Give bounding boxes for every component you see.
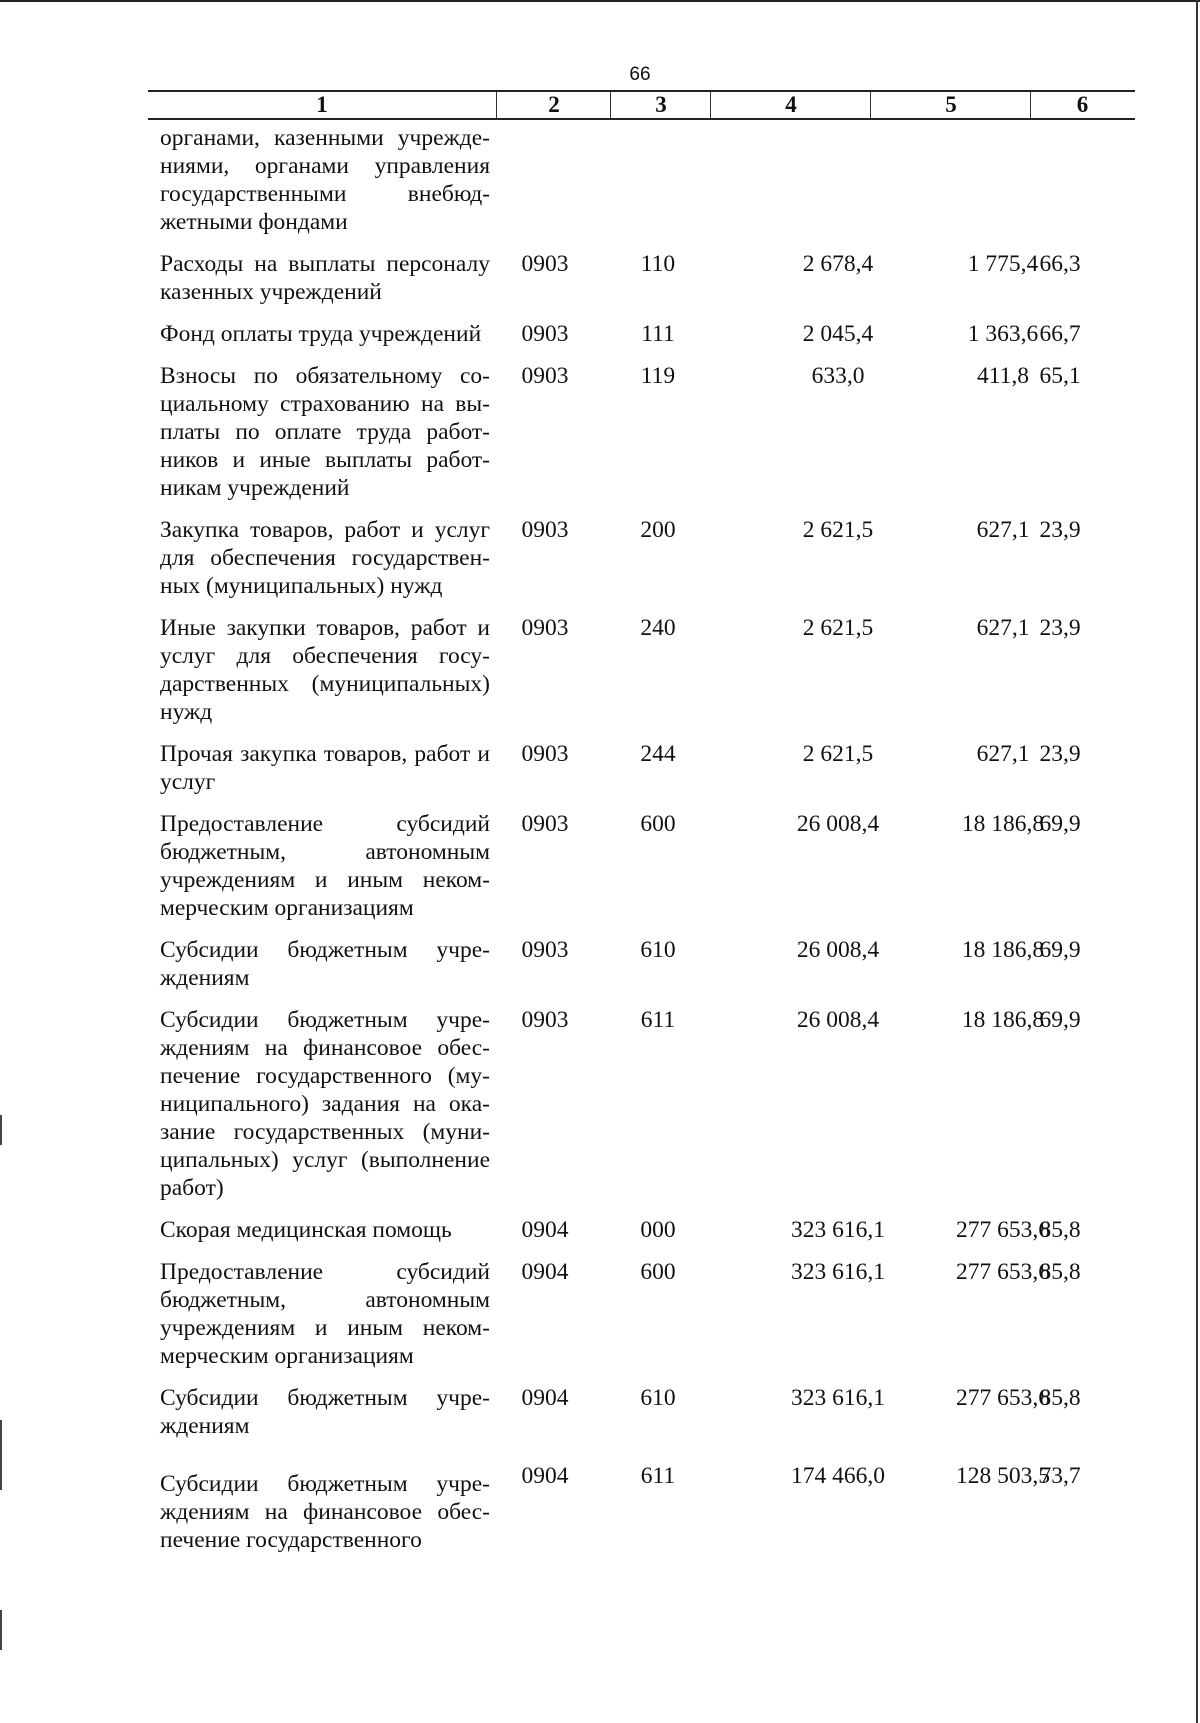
table-row [148,250,1135,306]
row-description: Субсидии бюджетным учреждениям [160,1385,490,1439]
row-expense-code: 244 [640,741,676,767]
row-planned-value: 2 621,5 [802,517,874,543]
row-expense-code: 119 [640,363,676,389]
table-header [148,90,1135,120]
row-expense-code: 240 [640,615,676,641]
row-description: Субсидии бюджетным учреждениям на финансовое обеспечение государственного (муниципального) задания на оказание государственных (муниципальных) услуг (выполнение работ) [160,1007,490,1201]
row-description: Предоставление субсидий бюджетным, автономным учреждениям и иным некоммерческим организациям [160,1259,490,1369]
row-actual-value: 277 653,6 [956,1385,1050,1411]
table-row [148,1216,1135,1244]
row-actual-value: 627,1 [976,615,1030,641]
row-expense-code: 611 [640,1007,676,1033]
row-percent: 23,9 [1039,615,1081,641]
row-section-code: 0903 [521,321,569,347]
row-actual-value: 411,8 [976,363,1029,389]
row-planned-value: 323 616,1 [791,1259,885,1285]
row-actual-value: 18 186,8 [961,811,1045,837]
row-expense-code: 610 [640,1385,676,1411]
row-description: Взносы по обязательному социальному страхованию на выплаты по оплате труда работников и иные выплаты работникам учреждений [160,363,490,501]
page-top-edge [0,0,1200,2]
row-description: Иные закупки товаров, работ и услуг для обеспечения государственных (муниципальных) нужд [160,615,490,725]
row-percent: 85,8 [1039,1217,1081,1243]
row-description: Прочая закупка товаров, работ и услуг [160,741,490,795]
row-actual-value: 1 775,4 [967,251,1039,277]
row-expense-code: 600 [640,1259,676,1285]
row-expense-code: 111 [641,321,675,347]
row-planned-value: 2 045,4 [802,321,874,347]
row-actual-value: 627,1 [976,741,1030,767]
row-section-code: 0904 [521,1217,569,1243]
row-percent: 69,9 [1039,1007,1081,1033]
row-percent: 69,9 [1039,811,1081,837]
row-percent: 65,1 [1039,363,1081,389]
row-percent: 66,3 [1039,251,1081,277]
row-percent: 85,8 [1039,1385,1081,1411]
row-section-code: 0903 [521,1007,569,1033]
row-planned-value: 26 008,4 [796,1007,880,1033]
row-percent: 85,8 [1039,1259,1081,1285]
row-description: Субсидии бюджетным учреждениям на финансовое обеспечение государственного [160,1471,490,1553]
header-col-1: 1 [316,92,328,117]
row-section-code: 0903 [521,937,569,963]
row-description: Фонд оплаты труда учреждений [160,321,482,347]
row-description: Субсидии бюджетным учреждениям [160,937,490,991]
row-section-code: 0904 [521,1385,569,1411]
page-number: 66 [629,64,651,85]
table-row [148,1384,1135,1440]
row-planned-value: 323 616,1 [791,1385,885,1411]
row-actual-value: 277 653,6 [956,1259,1050,1285]
row-expense-code: 110 [640,251,676,277]
row-actual-value: 18 186,8 [961,1007,1045,1033]
row-planned-value: 2 678,4 [802,251,874,277]
table-row [148,362,1135,502]
table-row [148,614,1135,726]
row-expense-code: 200 [640,517,676,543]
table-row [148,124,1135,236]
row-expense-code: 600 [640,811,676,837]
row-actual-value: 1 363,6 [967,321,1039,347]
header-col-5: 5 [870,92,1031,118]
row-actual-value: 277 653,6 [956,1217,1050,1243]
row-section-code: 0903 [521,615,569,641]
row-planned-value: 323 616,1 [791,1217,885,1243]
row-planned-value: 26 008,4 [796,937,880,963]
row-planned-value: 174 466,0 [791,1463,885,1489]
row-actual-value: 128 503,5 [956,1463,1050,1489]
row-expense-code: 610 [640,937,676,963]
row-percent: 66,7 [1039,321,1081,347]
row-planned-value: 2 621,5 [802,741,874,767]
row-description: Предоставление субсидий бюджетным, автономным учреждениям и иным некоммерческим организациям [160,811,490,921]
header-col-3: 3 [610,92,711,118]
row-section-code: 0903 [521,251,569,277]
scan-edge-mark [0,1115,2,1145]
row-description: Расходы на выплаты персоналу казенных учреждений [160,251,490,305]
row-planned-value: 633,0 [811,363,865,389]
row-percent: 23,9 [1039,517,1081,543]
table-row [148,1258,1135,1370]
row-description: Скорая медицинская помощь [160,1217,452,1243]
row-percent: 23,9 [1039,741,1081,767]
scan-edge-mark [0,1610,2,1650]
header-col-6: 6 [1030,92,1134,118]
scan-edge-mark [0,1420,2,1490]
header-col-4: 4 [710,92,871,118]
row-percent: 69,9 [1039,937,1081,963]
table-row [148,1006,1135,1202]
row-section-code: 0903 [521,517,569,543]
row-actual-value: 18 186,8 [961,937,1045,963]
header-col-2: 2 [496,92,611,118]
table-body [148,120,1135,1554]
table-row [148,936,1135,992]
row-planned-value: 26 008,4 [796,811,880,837]
row-section-code: 0903 [521,811,569,837]
row-planned-value: 2 621,5 [802,615,874,641]
row-section-code: 0903 [521,363,569,389]
row-section-code: 0904 [521,1463,569,1489]
row-percent: 73,7 [1039,1463,1081,1489]
page-right-edge [1196,0,1198,1723]
row-section-code: 0903 [521,741,569,767]
table-row [148,320,1135,348]
row-actual-value: 627,1 [976,517,1030,543]
row-description: органами, казенными учреждениями, органами управления государственными внебюджетными фондами [160,125,490,235]
table-row [148,740,1135,796]
row-section-code: 0904 [521,1259,569,1285]
table-row [148,810,1135,922]
row-expense-code: 000 [640,1217,676,1243]
row-expense-code: 611 [640,1463,676,1489]
table-row [148,1462,1135,1554]
table-row [148,516,1135,600]
row-description: Закупка товаров, работ и услуг для обеспечения государственных (муниципальных) нужд [160,517,490,599]
